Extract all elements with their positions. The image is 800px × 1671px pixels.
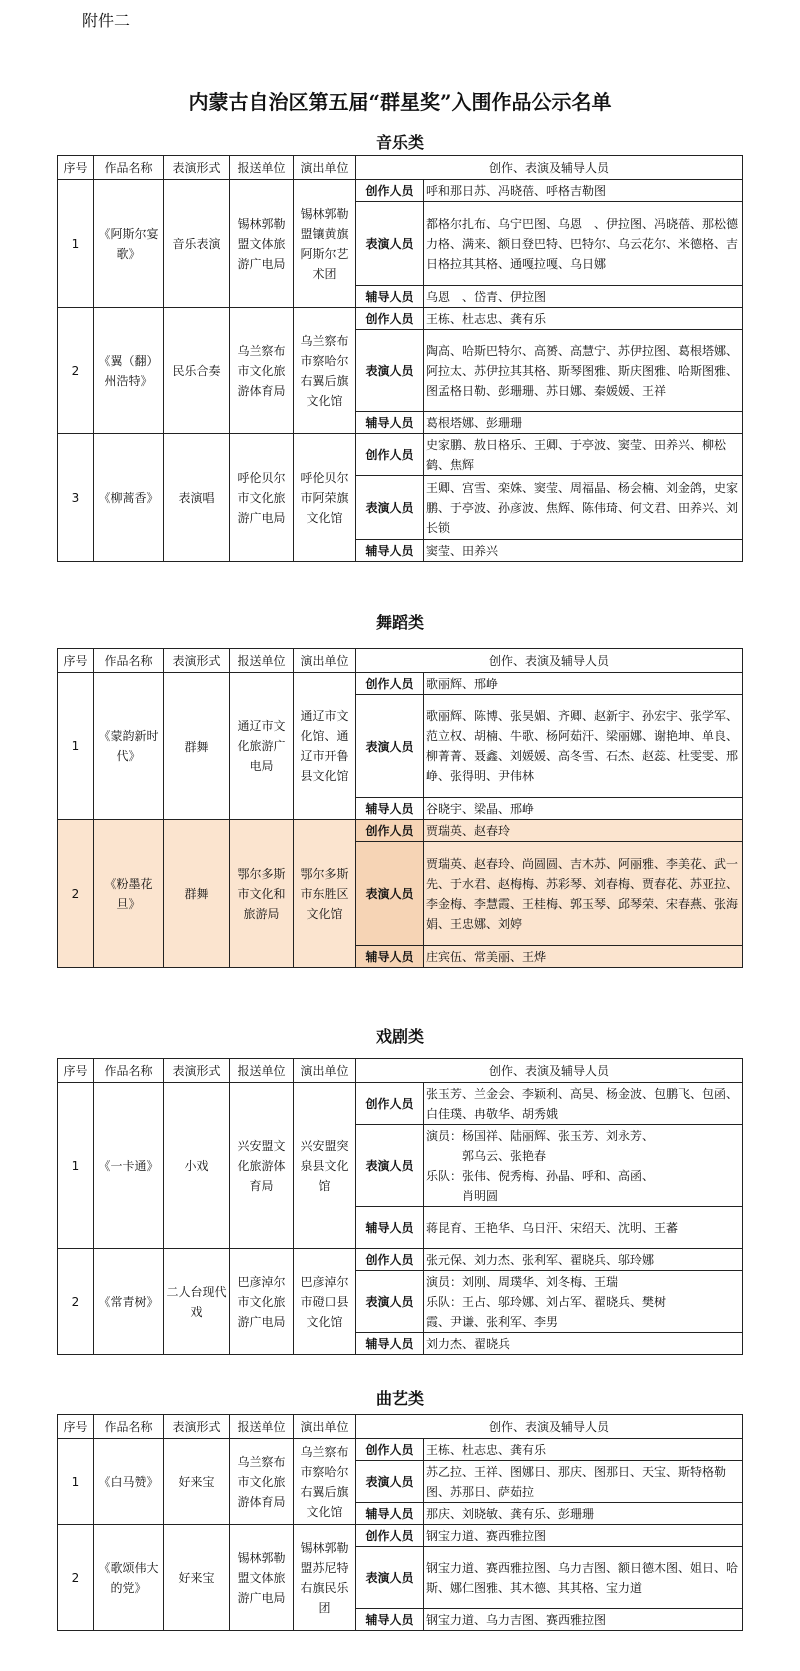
perform-line: 乐队：王占、邬玲娜、刘占军、翟晓兵、樊树 (426, 1294, 667, 1309)
entry-form: 民乐合奏 (164, 308, 230, 434)
role-perform: 表演人员 (356, 202, 424, 286)
header-staff: 创作、表演及辅导人员 (356, 1415, 743, 1439)
table-row (58, 308, 743, 330)
role-perform: 表演人员 (356, 1271, 424, 1333)
header-performer: 演出单位 (294, 1059, 356, 1083)
header-form: 表演形式 (164, 649, 230, 673)
create-staff: 王栋、杜志忠、龚有乐 (424, 308, 743, 330)
entry-no: 2 (58, 1249, 94, 1355)
create-staff: 呼和那日苏、冯晓蓓、呼格吉勒图 (424, 180, 743, 202)
entry-no: 2 (58, 1525, 94, 1631)
header-unit: 报送单位 (230, 156, 294, 180)
music-table (57, 155, 743, 562)
header-no: 序号 (58, 649, 94, 673)
perform-line: 演员：杨国祥、陆丽辉、张玉芳、刘永芳、 (426, 1128, 655, 1143)
table-row (58, 180, 743, 202)
entry-unit: 鄂尔多斯市文化和旅游局 (230, 820, 294, 968)
header-staff: 创作、表演及辅导人员 (356, 649, 743, 673)
header-work: 作品名称 (94, 1059, 164, 1083)
guide-staff: 蒋昆育、王艳华、乌日汗、宋绍天、沈明、王蕃 (424, 1207, 743, 1249)
entry-form: 音乐表演 (164, 180, 230, 308)
header-performer: 演出单位 (294, 1415, 356, 1439)
perform-staff (424, 1271, 743, 1333)
header-unit: 报送单位 (230, 1059, 294, 1083)
entry-unit: 乌兰察布市文化旅游体育局 (230, 1439, 294, 1525)
guide-staff: 窦莹、田养兴 (424, 540, 743, 562)
guide-staff: 钢宝力道、乌力吉图、赛西雅拉图 (424, 1609, 743, 1631)
table-header-row (58, 156, 743, 180)
guide-staff: 刘力杰、翟晓兵 (424, 1333, 743, 1355)
perform-staff: 苏乙拉、王祥、图娜日、那庆、图那日、天宝、斯特格勒图、苏那日、萨茹拉 (424, 1461, 743, 1503)
role-create: 创作人员 (356, 1249, 424, 1271)
entry-unit: 兴安盟文化旅游体育局 (230, 1083, 294, 1249)
table-row (58, 434, 743, 476)
entry-performer: 乌兰察布市察哈尔右翼后旗文化馆 (294, 308, 356, 434)
dance-table (57, 648, 743, 968)
guide-staff: 那庆、刘晓敏、龚有乐、彭珊珊 (424, 1503, 743, 1525)
guide-staff: 谷晓宇、梁晶、邢峥 (424, 798, 743, 820)
table-row (58, 673, 743, 695)
entry-form: 小戏 (164, 1083, 230, 1249)
entry-work: 《常青树》 (94, 1249, 164, 1355)
entry-no: 2 (58, 820, 94, 968)
entry-unit: 乌兰察布市文化旅游体育局 (230, 308, 294, 434)
entry-unit: 呼伦贝尔市文化旅游广电局 (230, 434, 294, 562)
entry-work: 《一卡通》 (94, 1083, 164, 1249)
role-create: 创作人员 (356, 1083, 424, 1125)
drama-table (57, 1058, 743, 1355)
entry-no: 2 (58, 308, 94, 434)
header-unit: 报送单位 (230, 1415, 294, 1439)
entry-unit: 通辽市文化旅游广电局 (230, 673, 294, 820)
section-title-drama: 戏剧类 (375, 1027, 424, 1046)
role-guide: 辅导人员 (356, 946, 424, 968)
table-row (58, 1249, 743, 1271)
role-guide: 辅导人员 (356, 1207, 424, 1249)
entry-performer: 乌兰察布市察哈尔右翼后旗文化馆 (294, 1439, 356, 1525)
entry-no: 1 (58, 673, 94, 820)
create-staff: 张元保、刘力杰、张利军、翟晓兵、邬玲娜 (424, 1249, 743, 1271)
perform-line: 郭乌云、张艳春 (426, 1148, 547, 1163)
entry-performer: 通辽市文化馆、通辽市开鲁县文化馆 (294, 673, 356, 820)
table-header-row (58, 649, 743, 673)
entry-work: 《粉墨花旦》 (94, 820, 164, 968)
header-work: 作品名称 (94, 649, 164, 673)
table-row (58, 1439, 743, 1461)
entry-work: 《翼（翻）州浩特》 (94, 308, 164, 434)
attachment-label: 附件二 (82, 11, 131, 30)
table-header-row (58, 1415, 743, 1439)
perform-staff: 王卿、宫雪、栾姝、窦莹、周福晶、杨会楠、刘金鸽，史家鹏、于亭波、孙彦波、焦辉、陈伟琦、何文君、田养兴、刘长锁 (424, 476, 743, 540)
entry-form: 群舞 (164, 820, 230, 968)
entry-no: 1 (58, 180, 94, 308)
header-staff: 创作、表演及辅导人员 (356, 1059, 743, 1083)
role-perform: 表演人员 (356, 330, 424, 412)
role-create: 创作人员 (356, 1439, 424, 1461)
role-perform: 表演人员 (356, 842, 424, 946)
header-no: 序号 (58, 1415, 94, 1439)
header-no: 序号 (58, 1059, 94, 1083)
role-create: 创作人员 (356, 820, 424, 842)
entry-form: 表演唱 (164, 434, 230, 562)
role-guide: 辅导人员 (356, 1503, 424, 1525)
table-row-highlighted (58, 820, 743, 842)
header-staff: 创作、表演及辅导人员 (356, 156, 743, 180)
role-guide: 辅导人员 (356, 540, 424, 562)
header-unit: 报送单位 (230, 649, 294, 673)
create-staff: 史家鹏、敖日格乐、王卿、于亭波、窦莹、田养兴、柳松鹤、焦辉 (424, 434, 743, 476)
role-guide: 辅导人员 (356, 412, 424, 434)
entry-performer: 兴安盟突泉县文化馆 (294, 1083, 356, 1249)
entry-performer: 呼伦贝尔市阿荣旗文化馆 (294, 434, 356, 562)
perform-staff: 贾瑞英、赵春玲、尚圆圆、吉木苏、阿丽雅、李美花、武一先、于水君、赵梅梅、苏彩琴、刘春梅、贾春花、苏亚拉、李金梅、李慧霞、王桂梅、郭玉琴、邱琴荣、宋春燕、张海娟、王忠娜、刘婷 (424, 842, 743, 946)
entry-no: 1 (58, 1083, 94, 1249)
guide-staff: 乌恩 、岱青、伊拉图 (424, 286, 743, 308)
create-staff: 贾瑞英、赵春玲 (424, 820, 743, 842)
role-create: 创作人员 (356, 180, 424, 202)
entry-unit: 巴彦淖尔市文化旅游广电局 (230, 1249, 294, 1355)
role-create: 创作人员 (356, 434, 424, 476)
perform-staff: 歌丽辉、陈博、张昊媚、齐卿、赵新宇、孙宏宇、张学军、范立权、胡楠、牛歌、杨阿茹汗、梁丽娜、谢艳坤、单良、柳菁菁、聂鑫、刘媛媛、高冬雪、石杰、赵蕊、杜雯雯、邢峥、张得明、尹伟林 (424, 695, 743, 798)
entry-unit: 锡林郭勒盟文体旅游广电局 (230, 1525, 294, 1631)
role-guide: 辅导人员 (356, 1333, 424, 1355)
entry-performer: 巴彦淖尔市磴口县文化馆 (294, 1249, 356, 1355)
entry-form: 好来宝 (164, 1439, 230, 1525)
header-performer: 演出单位 (294, 156, 356, 180)
role-create: 创作人员 (356, 1525, 424, 1547)
create-staff: 王栋、杜志忠、龚有乐 (424, 1439, 743, 1461)
role-perform: 表演人员 (356, 476, 424, 540)
role-perform: 表演人员 (356, 1125, 424, 1207)
role-perform: 表演人员 (356, 695, 424, 798)
header-no: 序号 (58, 156, 94, 180)
perform-staff: 都格尔扎布、乌宁巴图、乌恩 、伊拉图、冯晓蓓、那松德力格、满来、额日登巴特、巴特尔、乌云花尔、米德格、吉日格拉其其格、通嘎拉嘎、乌日娜 (424, 202, 743, 286)
entry-no: 3 (58, 434, 94, 562)
role-perform: 表演人员 (356, 1547, 424, 1609)
role-create: 创作人员 (356, 673, 424, 695)
guide-staff: 庄宾伍、常美丽、王烨 (424, 946, 743, 968)
perform-staff: 陶高、哈斯巴特尔、高赟、高慧宁、苏伊拉图、葛根塔娜、阿拉太、苏伊拉其其格、斯琴图雅、斯庆图雅、哈斯图雅、图孟格日勒、彭珊珊、苏日娜、秦媛媛、王祥 (424, 330, 743, 412)
role-guide: 辅导人员 (356, 798, 424, 820)
quyi-table (57, 1414, 743, 1631)
entry-performer: 鄂尔多斯市东胜区文化馆 (294, 820, 356, 968)
perform-line: 演员：刘刚、周璞华、刘冬梅、王瑞 (426, 1274, 619, 1289)
section-title-dance: 舞蹈类 (375, 613, 424, 632)
perform-line: 肖明圆 (426, 1188, 499, 1203)
perform-staff: 钢宝力道、赛西雅拉图、乌力吉图、额日德木图、姐日、哈斯、娜仁图雅、其木德、其其格、宝力道 (424, 1547, 743, 1609)
table-row (58, 1525, 743, 1547)
entry-work: 《阿斯尔宴歌》 (94, 180, 164, 308)
role-create: 创作人员 (356, 308, 424, 330)
entry-work: 《白马赞》 (94, 1439, 164, 1525)
header-work: 作品名称 (94, 1415, 164, 1439)
header-performer: 演出单位 (294, 649, 356, 673)
perform-line: 乐队：张伟、倪秀梅、孙晶、呼和、高函、 (426, 1168, 655, 1183)
section-title-quyi: 曲艺类 (375, 1389, 424, 1408)
perform-line: 霞、尹谦、张利军、李男 (426, 1314, 559, 1329)
entry-form: 群舞 (164, 673, 230, 820)
entry-no: 1 (58, 1439, 94, 1525)
entry-form: 二人台现代戏 (164, 1249, 230, 1355)
perform-staff (424, 1125, 743, 1207)
create-staff: 张玉芳、兰金会、李颖利、高昊、杨金波、包鹏飞、包函、白佳璞、冉敬华、胡秀娥 (424, 1083, 743, 1125)
entry-form: 好来宝 (164, 1525, 230, 1631)
header-form: 表演形式 (164, 156, 230, 180)
entry-work: 《柳蒿香》 (94, 434, 164, 562)
entry-work: 《歌颂伟大的党》 (94, 1525, 164, 1631)
table-row (58, 1083, 743, 1125)
header-form: 表演形式 (164, 1415, 230, 1439)
create-staff: 钢宝力道、赛西雅拉图 (424, 1525, 743, 1547)
create-staff: 歌丽辉、邢峥 (424, 673, 743, 695)
role-guide: 辅导人员 (356, 286, 424, 308)
entry-performer: 锡林郭勒盟镶黄旗阿斯尔艺术团 (294, 180, 356, 308)
table-header-row (58, 1059, 743, 1083)
section-title-music: 音乐类 (375, 133, 424, 152)
role-perform: 表演人员 (356, 1461, 424, 1503)
document-title: 内蒙古自治区第五届“群星奖”入围作品公示名单 (188, 90, 612, 114)
guide-staff: 葛根塔娜、彭珊珊 (424, 412, 743, 434)
entry-work: 《蒙韵新时代》 (94, 673, 164, 820)
header-work: 作品名称 (94, 156, 164, 180)
entry-performer: 锡林郭勒盟苏尼特右旗民乐团 (294, 1525, 356, 1631)
header-form: 表演形式 (164, 1059, 230, 1083)
entry-unit: 锡林郭勒盟文体旅游广电局 (230, 180, 294, 308)
role-guide: 辅导人员 (356, 1609, 424, 1631)
